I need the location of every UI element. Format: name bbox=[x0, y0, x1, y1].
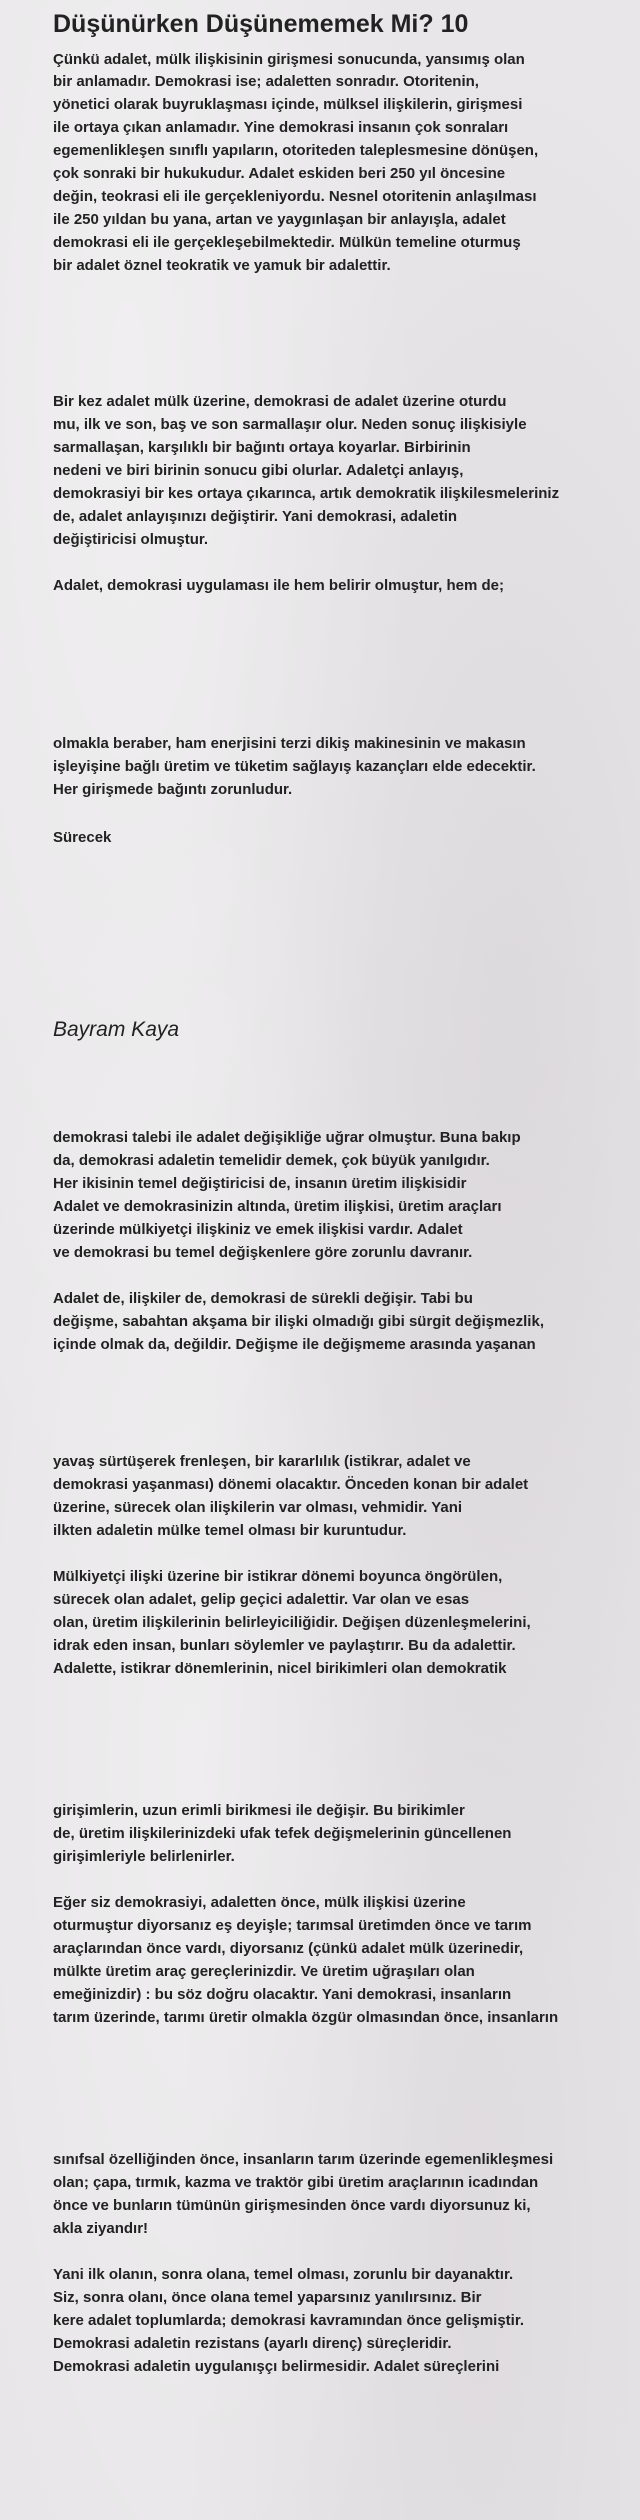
text-line: da, demokrasi adaletin temelidir demek, çok büyük yanılgıdır. bbox=[53, 1152, 490, 1169]
text-line: yavaş sürtüşerek frenleşen, bir kararlılık (istikrar, adalet ve bbox=[53, 1453, 471, 1470]
text-line: idrak eden insan, bunları söylemler ve paylaştırır. Bu da adalettir. bbox=[53, 1637, 516, 1654]
text-line: sınıfsal özelliğinden önce, insanların tarım üzerinde egemenlikleşmesi bbox=[53, 2151, 554, 2168]
text-line: ve demokrasi bu temel değişkenlere göre zorunlu davranır. bbox=[53, 1244, 473, 1261]
text-line: girişimlerin, uzun erimli birikmesi ile değişir. Bu birikimler bbox=[53, 1802, 465, 1819]
text-line: sarmallaşan, karşılıklı bir bağıntı ortaya koyarlar. Birbirinin bbox=[53, 439, 471, 456]
text-line: yönetici olarak buyruklaşması içinde, mülksel ilişkilerin, girişmesi bbox=[53, 96, 523, 113]
text-line: Adalet, demokrasi uygulaması ile hem belirir olmuştur, hem de; bbox=[53, 577, 504, 594]
text-line: mu, ilk ve son, baş ve son sarmallaşır olur. Neden sonuç ilişkisiyle bbox=[53, 416, 527, 433]
text-line: önce ve bunların tümünün girişmesinden önce vardı diyorsunuz ki, bbox=[53, 2197, 531, 2214]
text-line: olan, üretim ilişkilerinin belirleyiciliğidir. Değişen düzenleşmelerini, bbox=[53, 1614, 531, 1631]
continued-label: Sürecek bbox=[53, 829, 112, 846]
text-line: Bir kez adalet mülk üzerine, demokrasi de adalet üzerine oturdu bbox=[53, 393, 507, 410]
text-line: Adalette, istikrar dönemlerinin, nicel birikimleri olan demokratik bbox=[53, 1660, 507, 1677]
text-line: olan; çapa, tırmık, kazma ve traktör gibi üretim araçlarının icadından bbox=[53, 2174, 539, 2191]
text-line: Her girişmede bağıntı zorunludur. bbox=[53, 781, 293, 798]
text-line: Demokrasi adaletin uygulanışçı belirmesidir. Adalet süreçlerini bbox=[53, 2358, 500, 2375]
text-line: de, üretim ilişkilerinizdeki ufak tefek değişmelerinin güncellenen bbox=[53, 1825, 512, 1842]
text-line: üzerine, sürecek olan ilişkilerin var olması, vehmidir. Yani bbox=[53, 1499, 463, 1516]
text-line: Her ikisinin temel değiştiricisi de, insanın üretim ilişkisidir bbox=[53, 1175, 467, 1192]
text-line: Demokrasi adaletin rezistans (ayarlı direnç) süreçleridir. bbox=[53, 2335, 452, 2352]
text-line: Adalet de, ilişkiler de, demokrasi de sürekli değişir. Tabi bu bbox=[53, 1290, 473, 1307]
text-line: girişimleriyle belirlenirler. bbox=[53, 1848, 235, 1865]
text-line: demokrasi yaşanması) dönemi olacaktır. Önceden konan bir adalet bbox=[53, 1476, 529, 1493]
text-line: olmakla beraber, ham enerjisini terzi dikiş makinesinin ve makasın bbox=[53, 735, 526, 752]
author-name: Bayram Kaya bbox=[53, 1018, 180, 1041]
text-line: oturmuştur diyorsanız eş deyişle; tarımsal üretimden önce ve tarım bbox=[53, 1917, 532, 1934]
text-line: bir adalet öznel teokratik ve yamuk bir adalettir. bbox=[53, 257, 391, 274]
text-line: değiştiricisi olmuştur. bbox=[53, 531, 209, 548]
text-line: araçlarından önce vardı, diyorsanız (çünkü adalet mülk üzerinedir, bbox=[53, 1940, 524, 1957]
text-line: de, adalet anlayışınızı değiştirir. Yani demokrasi, adaletin bbox=[53, 508, 458, 525]
text-line: demokrasiyi bir kes ortaya çıkarınca, artık demokratik ilişkilesmeleriniz bbox=[53, 485, 560, 502]
text-line: mülkte üretim araç gereçlerinizdir. Ve üretim uğraşıları olan bbox=[53, 1963, 475, 1980]
text-line: Çünkü adalet, mülk ilişkisinin girişmesi sonucunda, yansımış olan bbox=[53, 51, 525, 68]
text-line: akla ziyandır! bbox=[53, 2220, 149, 2237]
text-line: Eğer siz demokrasiyi, adaletten önce, mülk ilişkisi üzerine bbox=[53, 1894, 466, 1911]
text-line: işleyişine bağlı üretim ve tüketim sağlayış kazançları elde edecektir. bbox=[53, 758, 536, 775]
text-line: değişme, sabahtan akşama bir ilişki olmadığı gibi sürgit değişmezlik, bbox=[53, 1313, 544, 1330]
text-line: egemenlikleşen sınıflı yapıların, otoriteden taleplesmesine dönüşen, bbox=[53, 142, 539, 159]
text-line: demokrasi talebi ile adalet değişikliğe uğrar olmuştur. Buna bakıp bbox=[53, 1129, 521, 1146]
text-line: tarım üzerinde, tarımı üretir olmakla özgür olmasından önce, insanların bbox=[53, 2009, 559, 2026]
text-line: emeğinizdir) : bu söz doğru olacaktır. Yani demokrasi, insanların bbox=[53, 1986, 512, 2003]
text-line: Yani ilk olanın, sonra olana, temel olması, zorunlu bir dayanaktır. bbox=[53, 2266, 514, 2283]
text-line: bir anlamadır. Demokrasi ise; adaletten sonradır. Otoritenin, bbox=[53, 73, 479, 90]
text-line: ilkten adaletin mülke temel olması bir kuruntudur. bbox=[53, 1522, 407, 1539]
text-line: çok sonraki bir hukukudur. Adalet eskiden beri 250 yıl öncesine bbox=[53, 165, 506, 182]
text-line: nedeni ve biri birinin sonucu gibi olurlar. Adaletçi anlayış, bbox=[53, 462, 464, 479]
text-line: sürecek olan adalet, gelip geçici adalettir. Var olan ve esas bbox=[53, 1591, 470, 1608]
text-line: demokrasi eli ile gerçekleşebilmektedir. Mülkün temeline oturmuş bbox=[53, 234, 521, 251]
text-line: ile ortaya çıkan anlamadır. Yine demokrasi insanın çok sonraları bbox=[53, 119, 509, 136]
text-line: Mülkiyetçi ilişki üzerine bir istikrar dönemi boyunca öngörülen, bbox=[53, 1568, 503, 1585]
text-line: içinde olmak da, değildir. Değişme ile değişmeme arasında yaşanan bbox=[53, 1336, 536, 1353]
text-line: üzerinde mülkiyetçi ilişkiniz ve emek ilişkisi vardır. Adalet bbox=[53, 1221, 463, 1238]
text-line: Adalet ve demokrasinizin altında, üretim ilişkisi, üretim araçları bbox=[53, 1198, 502, 1215]
text-line: ile 250 yıldan bu yana, artan ve yaygınlaşan bir anlayışla, adalet bbox=[53, 211, 506, 228]
text-line: kere adalet toplumlarda; demokrasi kavramından önce gelişmiştir. bbox=[53, 2312, 525, 2329]
text-line: değin, teokrasi eli ile gerçekleniyordu. Nesnel otoritenin anlaşılması bbox=[53, 188, 537, 205]
page-title: Düşünürken Düşünememek Mi? 10 bbox=[53, 10, 469, 38]
text-line: Siz, sonra olanı, önce olana temel yaparsınız yanılırsınız. Bir bbox=[53, 2289, 482, 2306]
